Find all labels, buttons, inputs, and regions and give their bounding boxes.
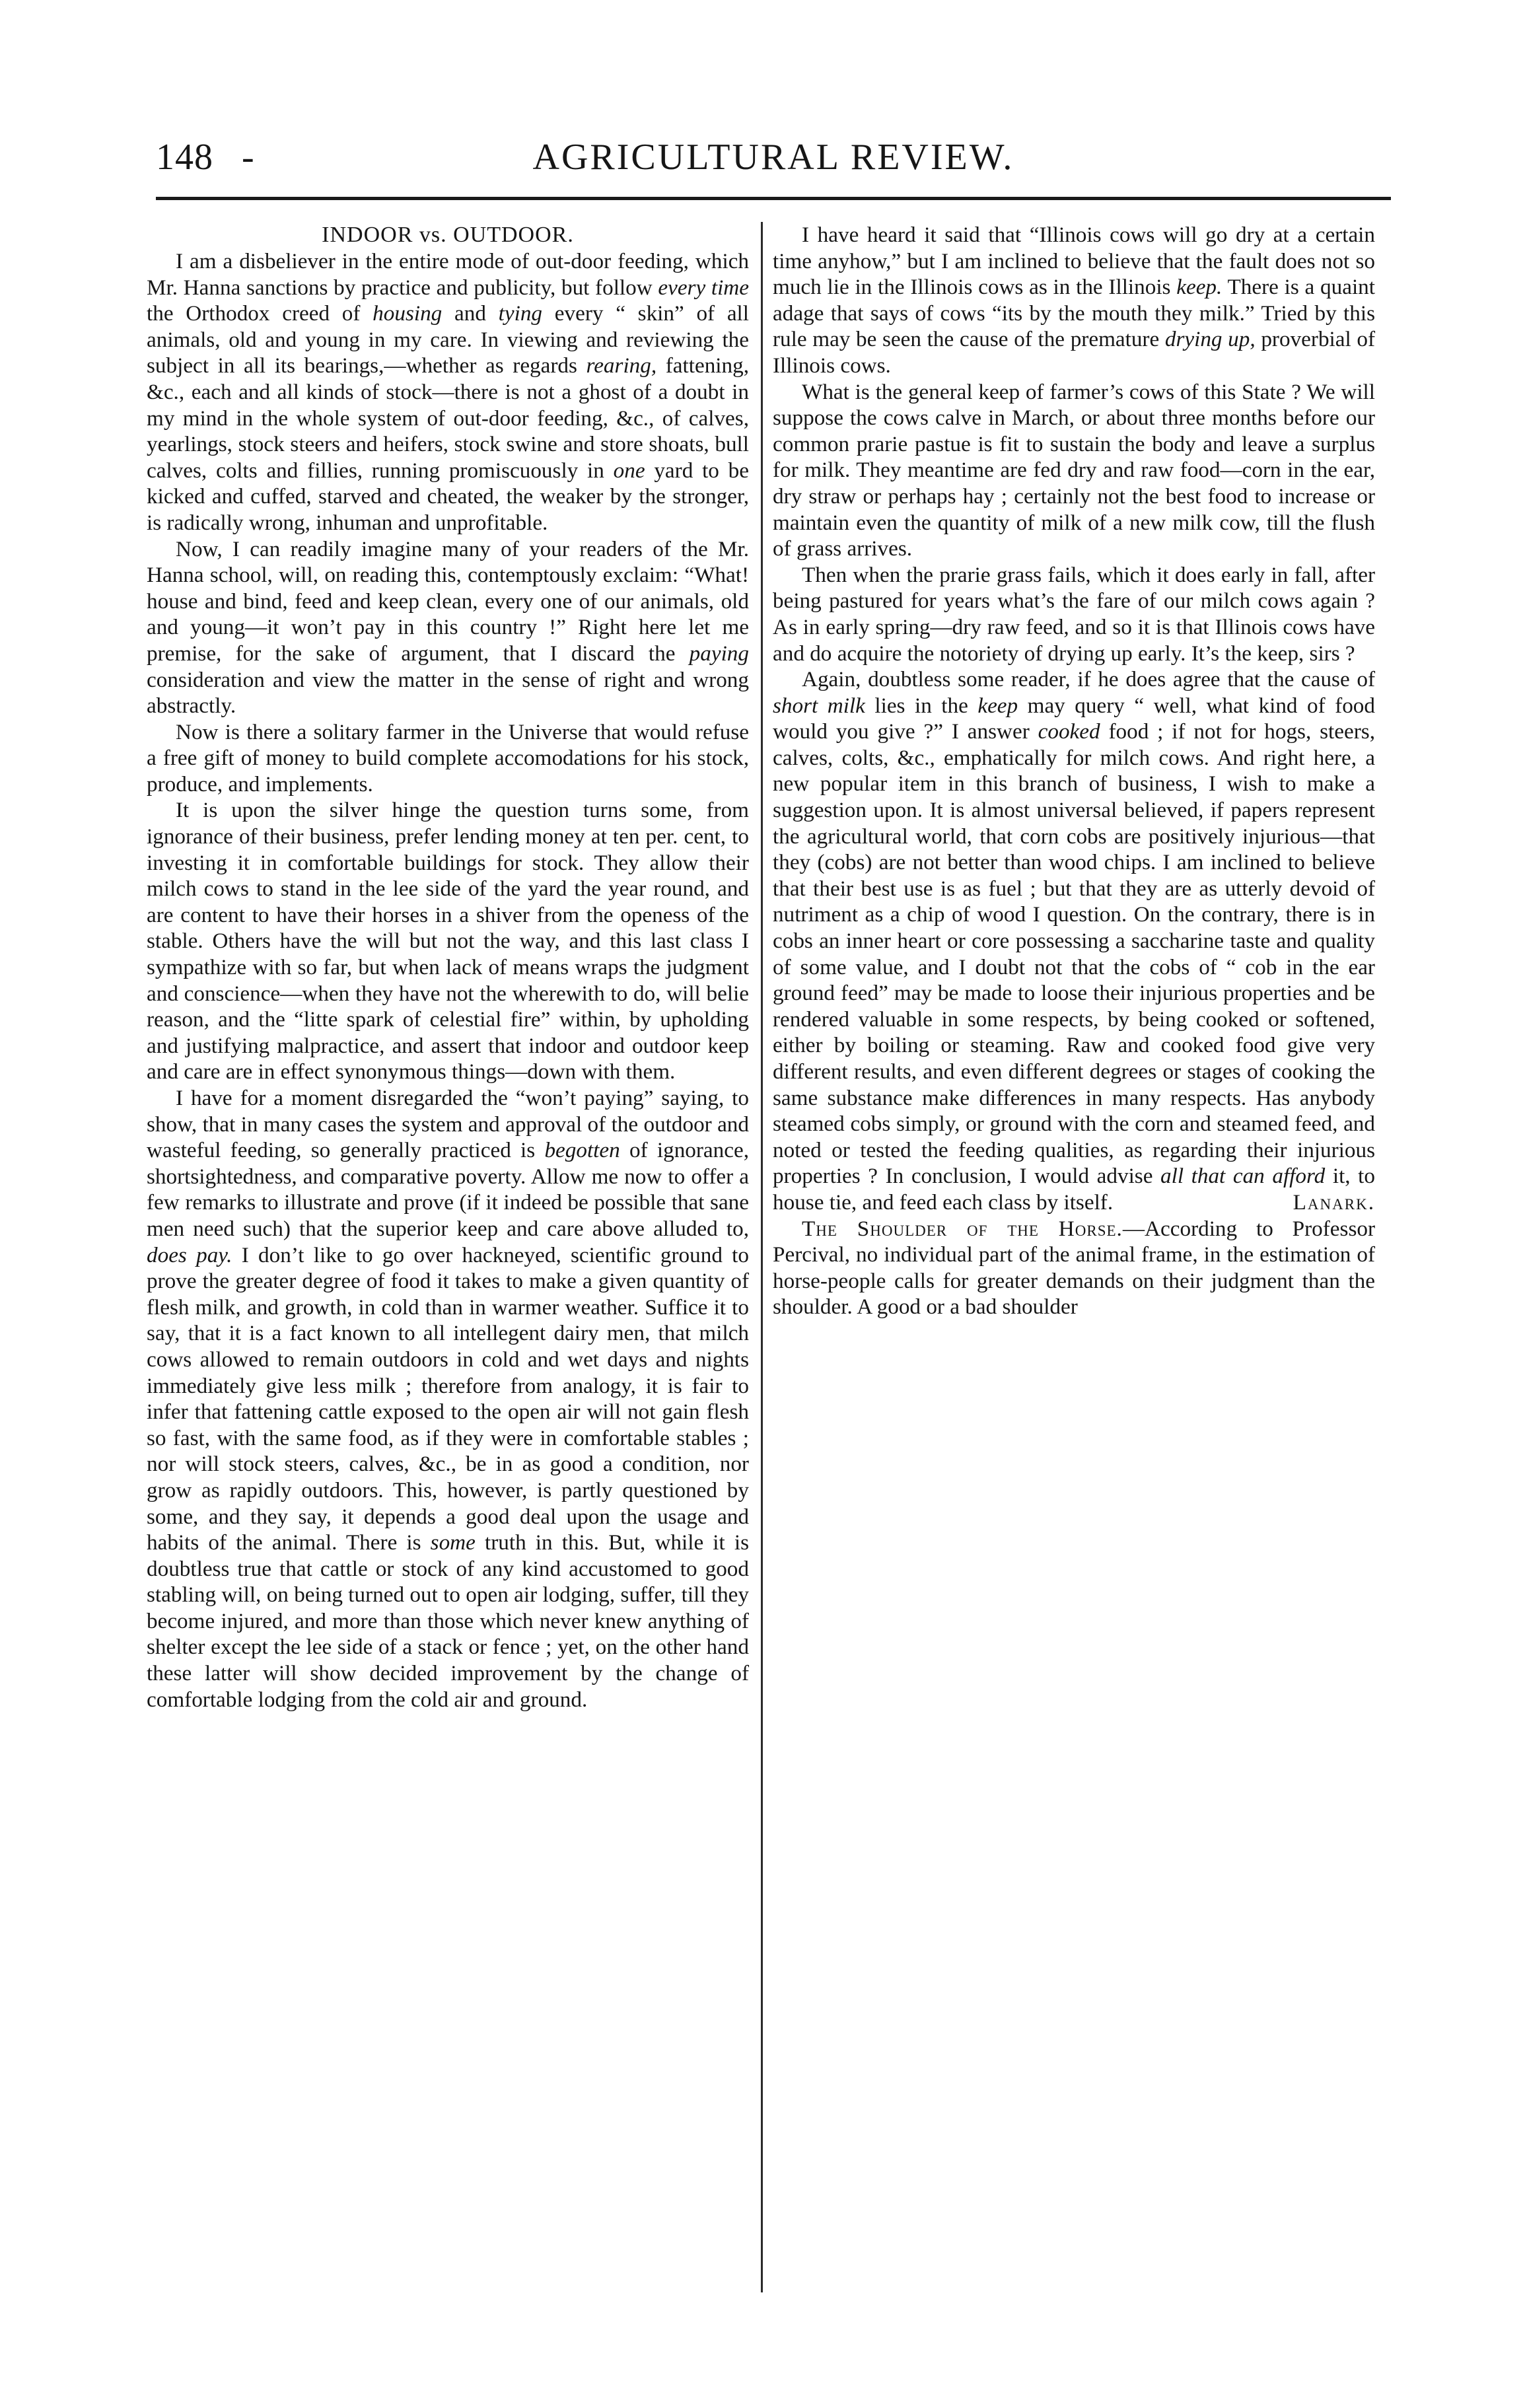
text-run: food ; if not for hogs, steers, calves, colts, &c., emphatically for milch cows. And right here, a new popular item in this branch of business, I wish to make a suggestion upon. It is almost universal believed, if papers represent the agricultural world, that corn cobs are positively injurious—that they (cobs) are not better than wood chips. I am inclined to believe that their best use is as fuel ; but that they are as utterly devoid of nutriment as a chip of wood I question. On the contrary, there is in cobs an inner heart or core possessing a saccharine taste and quality of some value, and I doubt not that the cobs of “ cob in the ear ground feed” may be made to loose their injurious properties and be rendered valuable in some respects, by being cooked or softened, either by boiling or steaming. Raw and cooked food give very different results, and even different degrees or stages of cooking the same substance make differences in many respects. Has anybody steamed cobs simply, or ground with the corn and steamed feed, and noted or tested the feeding qualities, as regarding their injurious properties ? In conclusion, I would advise (773, 719, 1375, 1189)
italic-run: begotten (544, 1138, 620, 1163)
text-run: every “ skin” of all animals, old and young in my care. In viewing and reviewing the subject in all its bearings,—whether as regards (147, 301, 749, 378)
text-run: it, to house tie, and feed each class by itself. (773, 1164, 1375, 1215)
italic-run: some (430, 1530, 476, 1555)
text-run: truth in this. But, while it is doubtless true that cattle or stock of any kind accustomed to good stabling will, on being turned out to open air lodging, suffer, till they become injured, and more than those which never knew anything of shelter except the lee side of a stack or fence ; yet, on the other hand these latter will show decided improvement by the change of comfortable lodging from the cold air and ground. (147, 1530, 749, 1712)
text-run: Again, doubtless some reader, if he does agree that the cause of (802, 667, 1375, 692)
italic-run: short milk (773, 693, 865, 718)
paragraph-7: What is the general keep of farmer’s cows of this State ? We will suppose the cows calve in March, or about three months before our common prarie pastue is fit to sustain the body and leave a surplus for milk. They meantime are fed dry and raw food—corn in the ear, dry straw or perhaps hay ; certainly not the best food to increase or maintain even the quantity of milk of a new milk cow, till the flush of grass arrives. (773, 379, 1375, 561)
italic-run: keep (977, 693, 1018, 718)
page-number: 148 (156, 137, 213, 178)
paragraph-3: Now is there a solitary farmer in the Universe that would refuse a free gift of money to build complete accomodations for his stock, produce, and implements. (147, 719, 749, 797)
text-run: yard to be kicked and cuffed, starved and cheated, the weaker by the stronger, is radically wrong, inhuman and unprofitable. (147, 458, 749, 535)
italic-run: does pay. (147, 1242, 232, 1267)
paragraph-8: Then when the prarie grass fails, which it does early in fall, after being pastured for years what’s the fare of our milch cows again ? As in early spring—dry raw feed, and so it is that Illinois cows have and do acquire the notoriety of drying up early. It’s the keep, sirs ? (773, 562, 1375, 666)
italic-run: tying (498, 301, 543, 326)
next-article-text: —According to Professor Percival, no individual part of the animal frame, in the estimation of horse-people calls for greater demands on their judgment than the shoulder. A good or a bad shoulder (773, 1216, 1376, 1320)
italic-run: paying (689, 641, 749, 666)
text-run: lies in the (865, 693, 978, 718)
text-run: proverbial of Illinois cows. (773, 327, 1376, 378)
header-rule (156, 197, 1391, 200)
paragraph-2 (147, 536, 749, 719)
italic-run: rearing, (586, 353, 657, 378)
text-run: and (442, 301, 499, 326)
italic-run: cooked (1038, 719, 1100, 744)
text-run: the Orthodox creed of (147, 301, 373, 326)
text-run: I don’t like to go over hackneyed, scientific ground to prove the greater degree of food it takes to make a given quantity of flesh milk, and growth, in cold than in warmer weather. Suffice it to say, that it is a fact known to all intellegent dairy men, that milch cows allowed to remain outdoors in cold and wet days and nights immediately give less milk ; therefore from analogy, it is fair to infer that fattening cattle exposed to the open air will not gain flesh so fast, with the same food, as if they were in comfortable stables ; nor will stock steers, calves, &c., be in as good a condition, nor grow as rapidly outdoors. This, however, is partly questioned by some, and they say, it depends a good deal upon the usage and habits of the animal. There is (147, 1242, 749, 1555)
next-article-paragraph (773, 1216, 1375, 1320)
column-divider (761, 222, 763, 2292)
paragraph-4: It is upon the silver hinge the question turns some, from ignorance of their business, prefer lending money at ten per. cent, to investing it in comfortable buildings for stock. They allow their milch cows to stand in the lee side of the yard the year round, and are content to have their horses in a shiver from the openess of the stable. Others have the will but not the way, and this last class I sympathize with so far, but when lack of means wraps the judgment and conscience—when they have not the wherewith to do, will belie reason, and the “litte spark of celestial fire” within, by upholding and justifying malpractice, and assert that indoor and outdoor keep and care are in effect synonymous things—down with them. (147, 798, 749, 1084)
italic-run: every time (658, 275, 749, 300)
article-title: INDOOR vs. OUTDOOR. (322, 223, 574, 247)
paragraph-9 (773, 666, 1375, 1215)
paragraph-6 (773, 222, 1375, 379)
text-run: may query “ well, what kind of food would you give ?” I answer (773, 693, 1375, 744)
text-run: There is a quaint adage that says of cows “its by the mouth they milk.” Tried by this rule may be seen the cause of the premature (773, 275, 1375, 352)
italic-run: keep. (1176, 275, 1223, 300)
running-head (156, 136, 1391, 188)
italic-run: housing (372, 301, 443, 326)
text-run: I am a disbeliever in the entire mode of out-door feeding, which Mr. Hanna sanctions by practice and publicity, but follow (147, 249, 749, 300)
text-run: I have heard it said that “Illinois cows will go dry at a certain time anyhow,” but I am inclined to believe that the fault does not so much lie in the Illinois cows as in the Illinois (773, 223, 1375, 300)
italic-run: all that can afford (1160, 1164, 1326, 1189)
journal-title: AGRICULTURAL REVIEW. (532, 137, 1014, 178)
paragraph-5 (147, 1085, 749, 1713)
italic-run: one (613, 458, 645, 483)
next-article-lead: The Shoulder of the Horse. (802, 1216, 1123, 1241)
paragraph-1 (147, 248, 749, 536)
left-column (147, 222, 749, 1713)
text-run: Now, I can readily imagine many of your readers of the Mr. Hanna school, will, on reading this, contemptously exclaim: “What! house and bind, feed and keep clean, every one of our animals, old and young—it won’t pay in this country !” Right here let me premise, for the sake of argument, that I discard the (147, 536, 749, 666)
text-run: fattening, &c., each and all kinds of stock—there is not a ghost of a doubt in my mind in the whole system of out-door feeding, &c., of calves, yearlings, stock steers and heifers, stock swine and store shoats, bull calves, colts and fillies, running promiscuously in (147, 353, 749, 483)
text-run: of ignorance, shortsightedness, and comparative poverty. Allow me now to offer a few remarks to illustrate and prove (if it indeed be possible that sane men need such) that the superior keep and care above alluded to, (147, 1138, 750, 1241)
right-column (773, 222, 1375, 1320)
author-signature: Lanark. (1293, 1189, 1375, 1215)
text-run: I have for a moment disregarded the “won’t paying” saying, to show, that in many cases the system and approval of the outdoor and wasteful feeding, so generally practiced is (147, 1086, 749, 1163)
header-dot: - (242, 137, 254, 178)
text-run: consideration and view the matter in the sense of right and wrong abstractly. (147, 667, 749, 719)
italic-run: drying up, (1164, 327, 1256, 352)
